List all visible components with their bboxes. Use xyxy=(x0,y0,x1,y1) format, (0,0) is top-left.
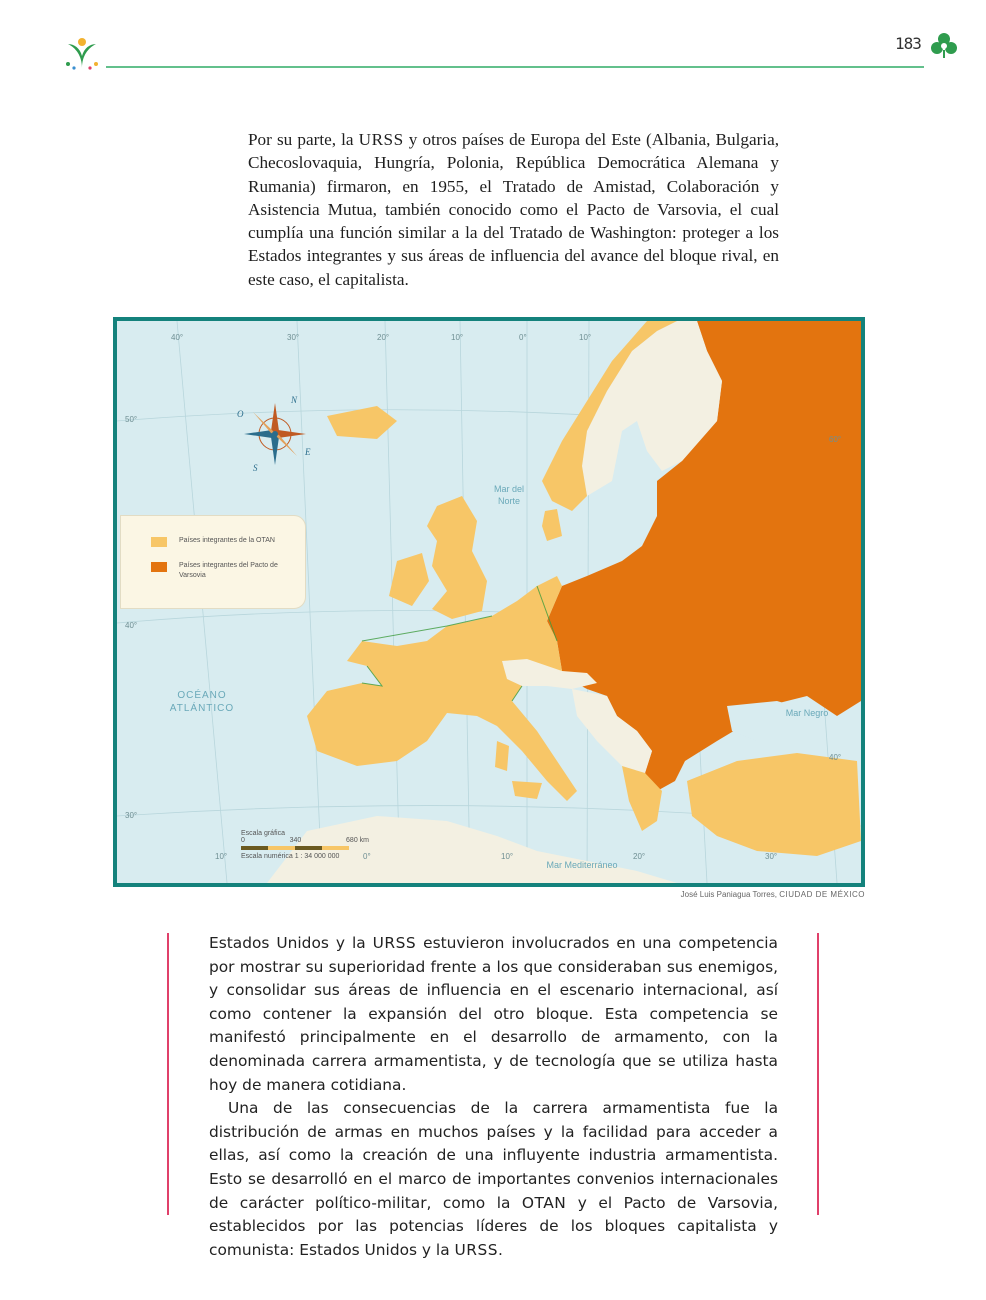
scale-numeric: Escala numérica 1 : 34 000 000 xyxy=(241,853,340,860)
europe-alliances-map xyxy=(113,317,865,887)
north-sea-label: Mar del Norte xyxy=(493,484,524,506)
longitude-label: 10° xyxy=(215,852,228,861)
compass-south: S xyxy=(253,463,258,473)
black-sea-label: Mar Negro xyxy=(785,708,829,718)
longitude-label: 10° xyxy=(579,333,592,342)
page-number: 183 xyxy=(895,34,921,53)
compass-rose-icon xyxy=(235,391,315,477)
longitude-label: 0° xyxy=(363,852,371,861)
longitude-label: 10° xyxy=(501,852,514,861)
left-accent-line xyxy=(167,933,169,1215)
scale-title: Escala gráfica xyxy=(241,830,285,837)
scale-bar xyxy=(241,846,349,850)
compass-west: O xyxy=(237,409,244,419)
mediterranean-sea-label: Mar Mediterráneo xyxy=(546,860,618,870)
atlantic-ocean-label: OCÉANO ATLÁNTICO xyxy=(169,690,235,714)
latitude-label: 60° xyxy=(829,435,842,444)
longitude-label: 40° xyxy=(171,333,184,342)
intro-paragraph: Por su parte, la URSS y otros países de Europa del Este (Albania, Bulgaria, Checoslovaquia, Hungría, Polonia, República Democrática Alemana y Rumania) firmaron, en 1955, el Tratado de Amistad, Colaboración y Asistencia Mutua, también conocido como el Pacto de Varsovia, el cual cumplía una función similar a la del Tratado de Washington: proteger a los Estados integrantes y sus áreas de influencia del avance del bloque rival, en este caso, el capitalista. xyxy=(248,130,780,289)
legend-item-nato: Países integrantes de la OTAN xyxy=(151,536,279,547)
map-legend xyxy=(120,515,306,609)
publisher-logo-icon xyxy=(62,34,102,72)
compass-north: N xyxy=(291,395,298,405)
legend-item-warsaw: Países integrantes del Pacto de Varsovia xyxy=(151,561,279,581)
body-text xyxy=(209,932,778,1262)
body-paragraph-1: Estados Unidos y la URSS estuvieron involucrados en una competencia por mostrar su superioridad frente a los que consideraban sus enemigos, y consolidar sus áreas de influencia en el escenario internacional, así como contener la expansión del otro bloque. Esta competencia se manifestó principalmente en el desarrollo de armamento, con la denominada carrera armamentista, y de tecnología que se utiliza hasta hoy de manera cotidiana. xyxy=(209,934,778,1094)
clover-icon xyxy=(930,32,958,58)
compass-east: E xyxy=(305,447,311,457)
latitude-label: 40° xyxy=(125,621,138,630)
header-rule xyxy=(106,66,924,68)
longitude-label: 20° xyxy=(377,333,390,342)
longitude-label: 0° xyxy=(519,333,527,342)
map-scale xyxy=(241,830,369,860)
scale-ticks: 0 340 680 km xyxy=(241,837,369,844)
longitude-label: 20° xyxy=(633,852,646,861)
warsaw-swatch xyxy=(151,562,167,572)
longitude-label: 30° xyxy=(287,333,300,342)
latitude-label: 40° xyxy=(829,753,842,762)
latitude-label: 30° xyxy=(125,811,138,820)
nato-swatch xyxy=(151,537,167,547)
longitude-label: 10° xyxy=(451,333,464,342)
body-paragraph-2: Una de las consecuencias de la carrera armamentista fue la distribución de armas en muchos países y la facilidad para acceder a ellas, así como la creación de una influyente industria armamentista. Esto se desarrolló en el marco de importantes convenios internacionales de carácter político-militar, como la OTAN y el Pacto de Varsovia, establecidos por las potencias líderes de los bloques capitalista y comunista: Estados Unidos y la URSS. xyxy=(209,1099,778,1259)
latitude-label: 50° xyxy=(125,415,138,424)
image-credit: José Luis Paniagua Torres, CIUDAD DE MÉXICO xyxy=(680,890,865,899)
right-accent-line xyxy=(817,933,819,1215)
longitude-label: 30° xyxy=(765,852,778,861)
